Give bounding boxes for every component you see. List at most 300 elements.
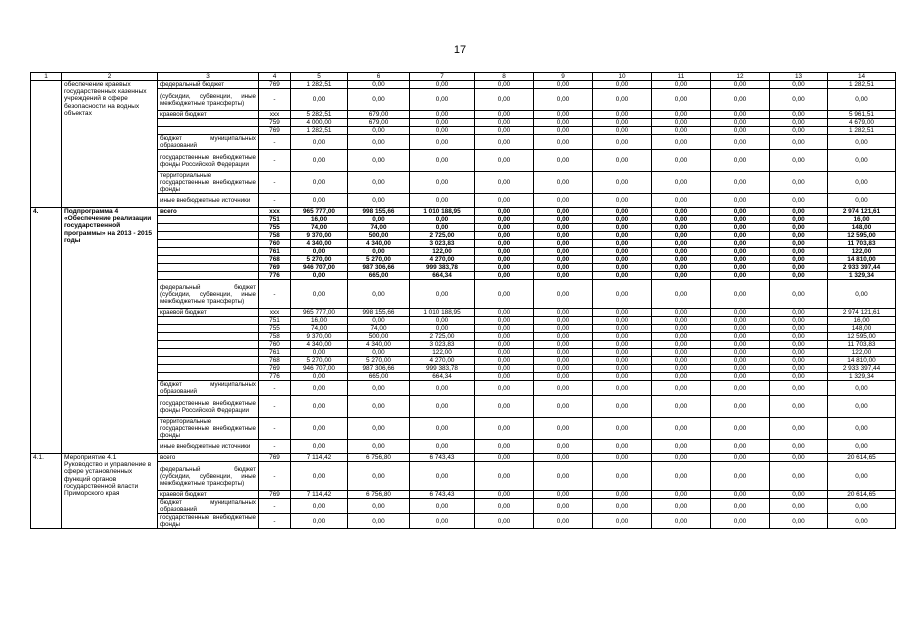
value-cell: 0,00 — [652, 150, 711, 172]
value-cell: 0,00 — [828, 514, 896, 529]
value-cell: 0,00 — [348, 317, 410, 325]
value-cell: 0,00 — [534, 248, 593, 256]
value-cell: 0,00 — [475, 365, 534, 373]
funding-source-cell: краевой бюджет — [158, 111, 259, 119]
value-cell: 0,00 — [711, 341, 770, 349]
value-cell: 0,00 — [711, 111, 770, 119]
value-cell: 0,00 — [652, 357, 711, 365]
value-cell: 0,00 — [475, 150, 534, 172]
value-cell: 0,00 — [534, 224, 593, 232]
value-cell: 0,00 — [410, 119, 475, 127]
code-cell: - — [259, 440, 291, 454]
code-cell: - — [259, 135, 291, 150]
value-cell: 0,00 — [410, 440, 475, 454]
value-cell: 987 306,66 — [348, 264, 410, 272]
funding-source-cell — [158, 248, 259, 256]
value-cell: 0,00 — [291, 440, 348, 454]
value-cell: 0,00 — [828, 135, 896, 150]
header-cell: 6 — [348, 73, 410, 81]
code-cell: 755 — [259, 224, 291, 232]
value-cell: 0,00 — [711, 172, 770, 194]
value-cell: 2 974 121,61 — [828, 208, 896, 216]
value-cell: 0,00 — [475, 373, 534, 381]
value-cell: 0,00 — [593, 373, 652, 381]
value-cell: 0,00 — [348, 89, 410, 111]
value-cell: 0,00 — [711, 462, 770, 491]
code-cell: 758 — [259, 232, 291, 240]
funding-source-cell: государственные внебюджетные фонды Российской Федерации — [158, 396, 259, 418]
value-cell: 0,00 — [291, 396, 348, 418]
value-cell: 0,00 — [348, 440, 410, 454]
value-cell: 0,00 — [534, 381, 593, 396]
table-row — [31, 280, 896, 309]
value-cell: 0,00 — [828, 418, 896, 440]
value-cell: 1 010 188,95 — [410, 309, 475, 317]
value-cell: 0,00 — [711, 89, 770, 111]
value-cell: 0,00 — [475, 333, 534, 341]
code-cell: 758 — [259, 333, 291, 341]
value-cell: 0,00 — [534, 280, 593, 309]
value-cell: 9 370,00 — [291, 333, 348, 341]
header-cell: 3 — [158, 73, 259, 81]
value-cell: 0,00 — [348, 418, 410, 440]
value-cell: 0,00 — [770, 256, 828, 264]
value-cell: 0,00 — [828, 462, 896, 491]
value-cell: 0,00 — [534, 256, 593, 264]
value-cell: 0,00 — [291, 150, 348, 172]
value-cell: 14 810,00 — [828, 357, 896, 365]
value-cell: 0,00 — [534, 317, 593, 325]
value-cell: 0,00 — [652, 256, 711, 264]
value-cell: 0,00 — [410, 381, 475, 396]
table-row — [31, 462, 896, 491]
value-cell: 3 023,83 — [410, 240, 475, 248]
value-cell: 0,00 — [711, 232, 770, 240]
value-cell: 0,00 — [410, 135, 475, 150]
value-cell: 0,00 — [711, 216, 770, 224]
value-cell: 0,00 — [475, 309, 534, 317]
funding-source-cell — [158, 349, 259, 357]
value-cell: 0,00 — [652, 499, 711, 514]
value-cell: 0,00 — [534, 272, 593, 280]
funding-source-cell — [158, 325, 259, 333]
value-cell: 0,00 — [652, 440, 711, 454]
code-cell: 769 — [259, 365, 291, 373]
value-cell: 0,00 — [770, 381, 828, 396]
value-cell: 0,00 — [534, 150, 593, 172]
value-cell: 0,00 — [593, 499, 652, 514]
value-cell: 0,00 — [770, 89, 828, 111]
value-cell: 0,00 — [475, 194, 534, 208]
value-cell: 0,00 — [534, 440, 593, 454]
table-row — [31, 491, 896, 499]
value-cell: 0,00 — [534, 341, 593, 349]
value-cell: 0,00 — [593, 396, 652, 418]
code-cell: 776 — [259, 272, 291, 280]
value-cell: 664,34 — [410, 373, 475, 381]
item-number-cell: 4.1. — [31, 454, 62, 529]
code-cell: 769 — [259, 81, 291, 89]
value-cell: 0,00 — [593, 325, 652, 333]
value-cell: 0,00 — [410, 280, 475, 309]
table-row — [31, 224, 896, 232]
value-cell: 0,00 — [770, 499, 828, 514]
value-cell: 0,00 — [652, 264, 711, 272]
code-cell: 776 — [259, 373, 291, 381]
value-cell: 0,00 — [475, 240, 534, 248]
funding-source-cell — [158, 341, 259, 349]
funding-source-cell: краевой бюджет — [158, 309, 259, 317]
value-cell: 0,00 — [534, 172, 593, 194]
value-cell: 0,00 — [828, 440, 896, 454]
value-cell: 0,00 — [291, 514, 348, 529]
value-cell: 0,00 — [475, 341, 534, 349]
value-cell: 5 270,00 — [348, 256, 410, 264]
code-cell: 760 — [259, 341, 291, 349]
value-cell: 0,00 — [593, 514, 652, 529]
value-cell: 0,00 — [652, 418, 711, 440]
value-cell: 0,00 — [534, 365, 593, 373]
value-cell: 0,00 — [770, 454, 828, 462]
value-cell: 0,00 — [593, 418, 652, 440]
value-cell: 16,00 — [291, 317, 348, 325]
table-row — [31, 232, 896, 240]
value-cell: 0,00 — [711, 440, 770, 454]
value-cell: 0,00 — [348, 150, 410, 172]
value-cell: 0,00 — [291, 373, 348, 381]
value-cell: 0,00 — [348, 280, 410, 309]
value-cell: 0,00 — [291, 135, 348, 150]
value-cell: 0,00 — [410, 462, 475, 491]
value-cell: 999 383,78 — [410, 264, 475, 272]
value-cell: 0,00 — [593, 89, 652, 111]
header-cell: 10 — [593, 73, 652, 81]
header-row — [31, 73, 896, 81]
value-cell: 0,00 — [475, 280, 534, 309]
value-cell: 0,00 — [593, 208, 652, 216]
funding-source-cell: иные внебюджетные источники — [158, 194, 259, 208]
value-cell: 0,00 — [410, 194, 475, 208]
value-cell: 1 329,34 — [828, 373, 896, 381]
value-cell: 0,00 — [410, 418, 475, 440]
value-cell: 0,00 — [593, 381, 652, 396]
value-cell: 0,00 — [711, 240, 770, 248]
value-cell: 0,00 — [475, 119, 534, 127]
value-cell: 0,00 — [711, 491, 770, 499]
value-cell: 0,00 — [348, 462, 410, 491]
value-cell: 0,00 — [475, 491, 534, 499]
code-cell: 760 — [259, 240, 291, 248]
funding-source-cell: территориальные государственные внебюджетные фонды — [158, 172, 259, 194]
value-cell: 2 933 397,44 — [828, 264, 896, 272]
value-cell: 0,00 — [770, 224, 828, 232]
item-number-cell — [31, 81, 62, 208]
value-cell: 0,00 — [711, 150, 770, 172]
value-cell: 0,00 — [410, 325, 475, 333]
value-cell: 0,00 — [534, 232, 593, 240]
value-cell: 0,00 — [534, 81, 593, 89]
value-cell: 74,00 — [348, 224, 410, 232]
value-cell: 0,00 — [475, 111, 534, 119]
value-cell: 0,00 — [291, 248, 348, 256]
value-cell: 11 703,83 — [828, 341, 896, 349]
header-cell: 13 — [770, 73, 828, 81]
value-cell: 0,00 — [652, 317, 711, 325]
value-cell: 0,00 — [652, 208, 711, 216]
code-cell: 769 — [259, 454, 291, 462]
header-cell: 11 — [652, 73, 711, 81]
table-row — [31, 172, 896, 194]
value-cell: 999 383,78 — [410, 365, 475, 373]
code-cell: 768 — [259, 357, 291, 365]
code-cell: - — [259, 514, 291, 529]
value-cell: 0,00 — [828, 396, 896, 418]
value-cell: 0,00 — [534, 89, 593, 111]
value-cell: 998 155,66 — [348, 309, 410, 317]
value-cell: 0,00 — [348, 381, 410, 396]
table-row — [31, 454, 896, 462]
value-cell: 0,00 — [770, 135, 828, 150]
value-cell: 4 270,00 — [410, 357, 475, 365]
value-cell: 9 370,00 — [291, 232, 348, 240]
value-cell: 4 679,00 — [828, 119, 896, 127]
value-cell: 0,00 — [828, 89, 896, 111]
header-cell: 12 — [711, 73, 770, 81]
funding-source-cell — [158, 373, 259, 381]
value-cell: 0,00 — [711, 333, 770, 341]
value-cell: 0,00 — [534, 373, 593, 381]
value-cell: 664,34 — [410, 272, 475, 280]
value-cell: 0,00 — [828, 194, 896, 208]
funding-source-cell: территориальные государственные внебюджетные фонды — [158, 418, 259, 440]
value-cell: 0,00 — [828, 499, 896, 514]
table-row — [31, 119, 896, 127]
value-cell: 0,00 — [475, 81, 534, 89]
value-cell: 0,00 — [652, 365, 711, 373]
value-cell: 0,00 — [711, 418, 770, 440]
value-cell: 0,00 — [652, 89, 711, 111]
value-cell: 0,00 — [534, 208, 593, 216]
value-cell: 0,00 — [475, 418, 534, 440]
funding-source-cell: федеральный бюджет (субсидии, субвенции, иные межбюджетные трансферты) — [158, 462, 259, 491]
value-cell: 5 282,51 — [291, 111, 348, 119]
value-cell: 7 114,42 — [291, 454, 348, 462]
value-cell: 6 743,43 — [410, 491, 475, 499]
value-cell: 74,00 — [291, 325, 348, 333]
value-cell: 0,00 — [534, 396, 593, 418]
value-cell: 0,00 — [593, 365, 652, 373]
value-cell: 0,00 — [770, 514, 828, 529]
value-cell: 0,00 — [770, 462, 828, 491]
table-row — [31, 333, 896, 341]
value-cell: 74,00 — [291, 224, 348, 232]
value-cell: 0,00 — [410, 216, 475, 224]
table-row — [31, 317, 896, 325]
table-row — [31, 349, 896, 357]
value-cell: 0,00 — [534, 514, 593, 529]
code-cell: 761 — [259, 349, 291, 357]
value-cell: 0,00 — [652, 280, 711, 309]
item-title-cell: обеспечение краевых государственных казенных учреждений в сфере безопасности на водных объектах — [62, 81, 158, 208]
value-cell: 0,00 — [475, 462, 534, 491]
code-cell: - — [259, 381, 291, 396]
value-cell: 0,00 — [652, 216, 711, 224]
value-cell: 148,00 — [828, 224, 896, 232]
value-cell: 1 282,51 — [291, 127, 348, 135]
value-cell: 0,00 — [711, 224, 770, 232]
value-cell: 0,00 — [652, 248, 711, 256]
code-cell: 751 — [259, 216, 291, 224]
value-cell: 0,00 — [711, 208, 770, 216]
value-cell: 0,00 — [534, 309, 593, 317]
value-cell: 679,00 — [348, 111, 410, 119]
value-cell: 665,00 — [348, 373, 410, 381]
funding-source-cell: бюджет муниципальных образований — [158, 135, 259, 150]
value-cell: 0,00 — [711, 365, 770, 373]
value-cell: 0,00 — [770, 264, 828, 272]
code-cell: 761 — [259, 248, 291, 256]
value-cell: 0,00 — [770, 150, 828, 172]
header-cell: 4 — [259, 73, 291, 81]
value-cell: 0,00 — [593, 280, 652, 309]
code-cell: - — [259, 194, 291, 208]
value-cell: 0,00 — [593, 81, 652, 89]
table-row — [31, 150, 896, 172]
value-cell: 0,00 — [291, 499, 348, 514]
value-cell: 0,00 — [652, 135, 711, 150]
value-cell: 0,00 — [770, 373, 828, 381]
value-cell: 0,00 — [652, 333, 711, 341]
value-cell: 0,00 — [475, 325, 534, 333]
value-cell: 16,00 — [828, 317, 896, 325]
funding-source-cell — [158, 264, 259, 272]
value-cell: 0,00 — [475, 264, 534, 272]
value-cell: 0,00 — [291, 462, 348, 491]
value-cell: 500,00 — [348, 232, 410, 240]
code-cell: 759 — [259, 119, 291, 127]
header-cell: 1 — [31, 73, 62, 81]
value-cell: 0,00 — [711, 357, 770, 365]
header-cell: 7 — [410, 73, 475, 81]
value-cell: 4 340,00 — [291, 240, 348, 248]
value-cell: 0,00 — [711, 81, 770, 89]
value-cell: 0,00 — [770, 325, 828, 333]
value-cell: 0,00 — [770, 349, 828, 357]
header-cell: 9 — [534, 73, 593, 81]
value-cell: 0,00 — [711, 127, 770, 135]
funding-source-cell — [158, 272, 259, 280]
value-cell: 0,00 — [534, 135, 593, 150]
value-cell: 0,00 — [348, 248, 410, 256]
code-cell: - — [259, 172, 291, 194]
header-cell: 8 — [475, 73, 534, 81]
value-cell: 0,00 — [770, 317, 828, 325]
value-cell: 0,00 — [770, 81, 828, 89]
value-cell: 14 810,00 — [828, 256, 896, 264]
value-cell: 0,00 — [475, 89, 534, 111]
value-cell: 0,00 — [534, 264, 593, 272]
table-row — [31, 216, 896, 224]
value-cell: 0,00 — [652, 325, 711, 333]
value-cell: 0,00 — [711, 454, 770, 462]
value-cell: 1 282,51 — [828, 81, 896, 89]
value-cell: 0,00 — [593, 317, 652, 325]
value-cell: 0,00 — [770, 357, 828, 365]
code-cell: 769 — [259, 491, 291, 499]
table-row — [31, 381, 896, 396]
table-row — [31, 135, 896, 150]
value-cell: 2 933 397,44 — [828, 365, 896, 373]
table-row — [31, 499, 896, 514]
value-cell: 0,00 — [652, 81, 711, 89]
value-cell: 6 756,80 — [348, 454, 410, 462]
value-cell: 0,00 — [593, 135, 652, 150]
funding-source-cell: (субсидии, субвенции, иные межбюджетные трансферты) — [158, 89, 259, 111]
table-row — [31, 208, 896, 216]
value-cell: 0,00 — [348, 81, 410, 89]
code-cell: xxx — [259, 111, 291, 119]
value-cell: 0,00 — [410, 81, 475, 89]
table-row — [31, 365, 896, 373]
value-cell: 0,00 — [770, 208, 828, 216]
funding-source-cell: иные внебюджетные источники — [158, 440, 259, 454]
value-cell: 0,00 — [770, 127, 828, 135]
value-cell: 0,00 — [534, 111, 593, 119]
value-cell: 0,00 — [534, 491, 593, 499]
value-cell: 665,00 — [348, 272, 410, 280]
value-cell: 0,00 — [652, 309, 711, 317]
value-cell: 0,00 — [410, 127, 475, 135]
value-cell: 1 282,51 — [291, 81, 348, 89]
value-cell: 965 777,00 — [291, 309, 348, 317]
value-cell: 0,00 — [770, 216, 828, 224]
value-cell: 965 777,00 — [291, 208, 348, 216]
value-cell: 0,00 — [475, 172, 534, 194]
table-row — [31, 194, 896, 208]
value-cell: 0,00 — [770, 333, 828, 341]
funding-source-cell: бюджет муниципальных образований — [158, 381, 259, 396]
value-cell: 0,00 — [593, 454, 652, 462]
value-cell: 0,00 — [652, 224, 711, 232]
table-row — [31, 111, 896, 119]
value-cell: 0,00 — [475, 440, 534, 454]
value-cell: 0,00 — [652, 232, 711, 240]
table-row — [31, 240, 896, 248]
value-cell: 0,00 — [410, 514, 475, 529]
value-cell: 0,00 — [291, 381, 348, 396]
funding-source-cell — [158, 240, 259, 248]
value-cell: 0,00 — [593, 232, 652, 240]
value-cell: 0,00 — [711, 325, 770, 333]
value-cell: 0,00 — [593, 150, 652, 172]
value-cell: 0,00 — [593, 248, 652, 256]
value-cell: 0,00 — [711, 396, 770, 418]
value-cell: 2 974 121,61 — [828, 309, 896, 317]
value-cell: 0,00 — [770, 418, 828, 440]
value-cell: 0,00 — [711, 381, 770, 396]
value-cell: 0,00 — [711, 119, 770, 127]
value-cell: 0,00 — [291, 172, 348, 194]
value-cell: 0,00 — [711, 264, 770, 272]
funding-source-cell: государственные внебюджетные фонды Российской Федерации — [158, 150, 259, 172]
value-cell: 12 595,00 — [828, 232, 896, 240]
header-cell: 5 — [291, 73, 348, 81]
value-cell: 148,00 — [828, 325, 896, 333]
value-cell: 0,00 — [711, 514, 770, 529]
value-cell: 0,00 — [593, 111, 652, 119]
value-cell: 0,00 — [348, 127, 410, 135]
value-cell: 0,00 — [475, 208, 534, 216]
